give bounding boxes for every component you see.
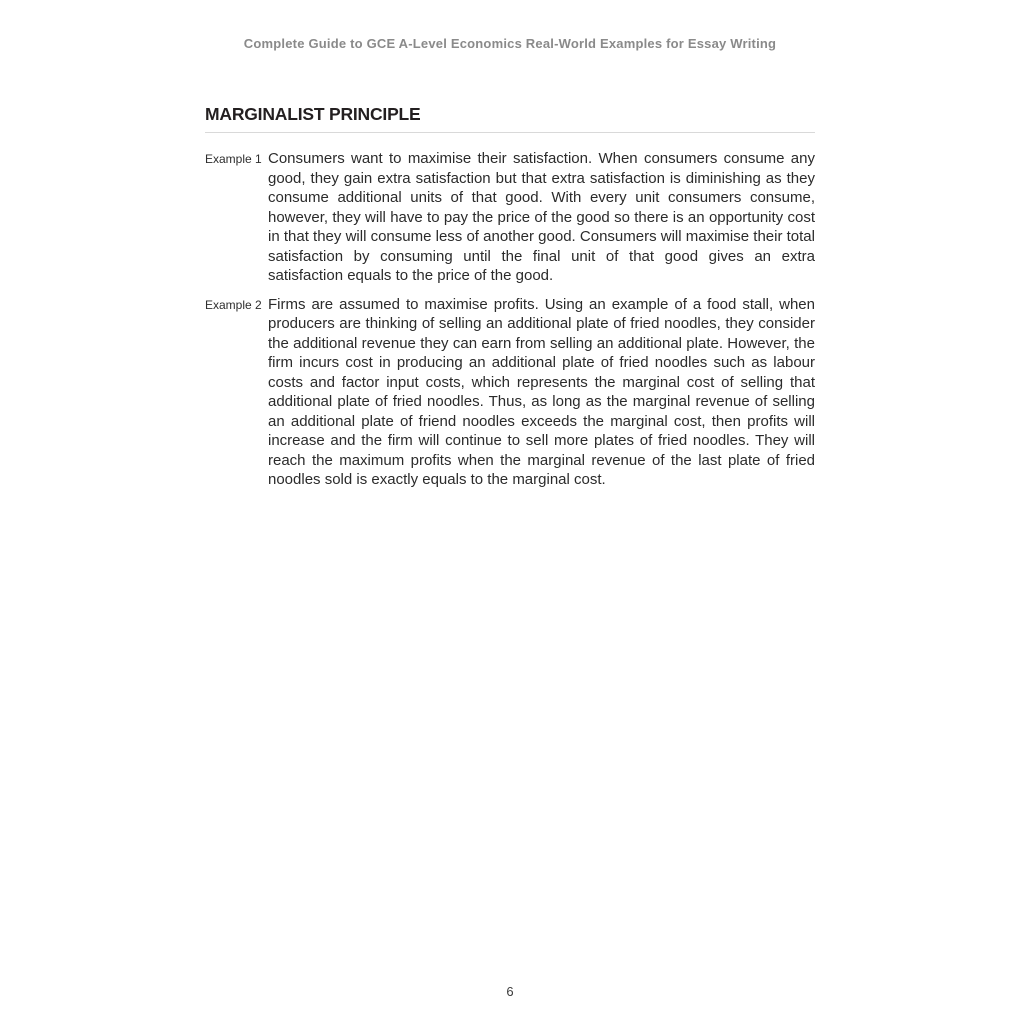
page-number: 6 [506,984,514,999]
example-1-text: Consumers want to maximise their satisfaction. When consumers consume any good, they gain extra satisfaction but that extra satisfaction is diminishing as they consume additional units of that good. With every unit consumers consume, however, they will have to pay the price of the good so there is an opportunity cost in that they will consume less of another good. Consumers will maximise their total satisfaction by consuming until the final unit of that good gives an extra satisfaction equals to the price of the good. [268,150,815,284]
example-1-label: Example 1 [205,152,262,166]
example-row-1 [205,149,815,286]
examples-list [205,149,815,499]
section-title: MARGINALIST PRINCIPLE [205,104,421,124]
section-title-rule [205,104,815,133]
running-header: Complete Guide to GCE A-Level Economics Real-World Examples for Essay Writing [243,36,777,51]
example-2-label: Example 2 [205,297,262,312]
example-row-2 [205,295,815,490]
example-2-text: Firms are assumed to maximise profits. Using an example of a food stall, when producers are thinking of selling an additional plate of fried noodles, they consider the additional revenue they can earn from selling an additional plate. However, the firm incurs cost in producing an additional plate of fried noodles such as labour costs and factor input costs, which represents the marginal cost of selling that additional plate of fried noodles. Thus, as long as the marginal revenue of selling an additional plate of friend noodles exceeds the marginal cost, then profits will increase and the firm will continue to sell more plates of fried noodles. They will reach the maximum profits when the marginal revenue of the last plate of fried noodles sold is exactly equals to the marginal cost. [268,295,815,488]
